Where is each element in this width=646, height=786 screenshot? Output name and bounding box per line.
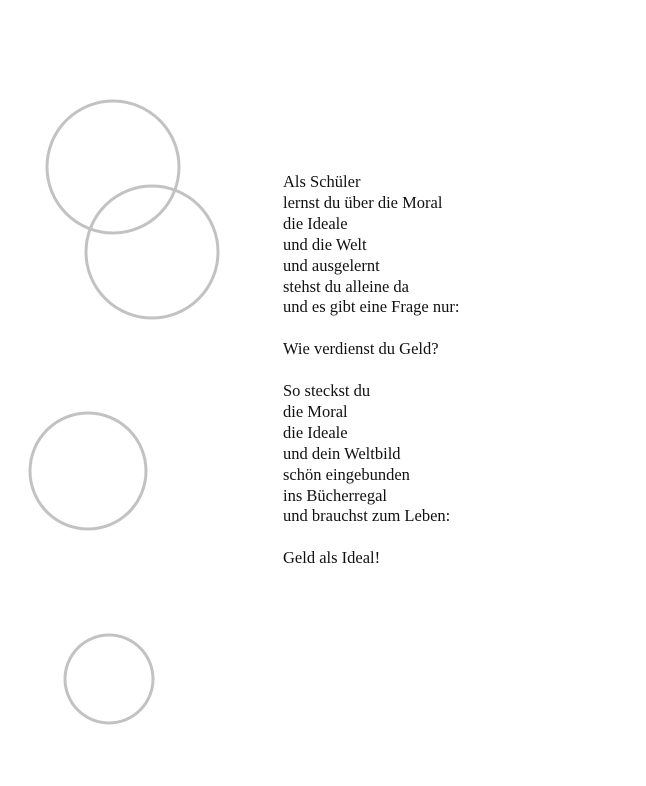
poem-line: die Ideale (283, 422, 348, 442)
poem-line: Geld als Ideal! (283, 548, 381, 568)
decorative-circle-4 (65, 635, 153, 723)
poem-line: stehst du alleine da (283, 276, 410, 296)
decorative-circle-2 (86, 186, 218, 318)
stanza-2 (283, 339, 459, 360)
decorative-circle-1 (47, 101, 179, 233)
poem-line: und brauchst zum Leben: (283, 506, 451, 526)
poem-line: die Moral (283, 401, 348, 421)
stanza-4 (283, 548, 459, 569)
poem-line: Als Schüler (283, 172, 361, 191)
poem-line: Wie verdienst du Geld? (283, 339, 439, 359)
poem-line: lernst du über die Moral (283, 192, 443, 212)
stanza-1 (283, 172, 459, 318)
poem-line: ins Bücherregal (283, 485, 388, 505)
poem-line: und die Welt (283, 234, 367, 254)
poem-line: So steckst du (283, 381, 371, 401)
stanza-3 (283, 381, 459, 527)
poem (283, 172, 459, 590)
poem-line: schön eingebunden (283, 464, 410, 484)
poem-line: die Ideale (283, 213, 348, 233)
poem-line: und es gibt eine Frage nur: (283, 297, 460, 317)
decorative-circle-3 (30, 413, 146, 529)
poem-line: und dein Weltbild (283, 443, 401, 463)
poem-line: und ausgelernt (283, 255, 380, 275)
